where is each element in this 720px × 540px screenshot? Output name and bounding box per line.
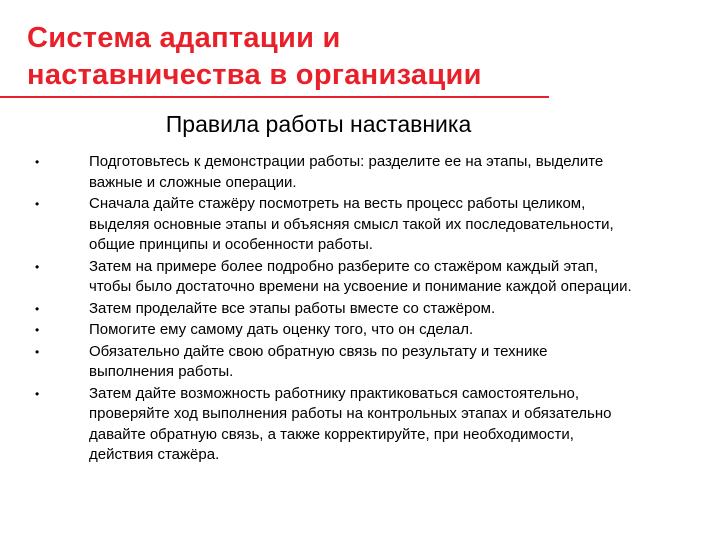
bullet-item — [0, 194, 689, 256]
bullet-text-line: выполнения работы. — [89, 363, 234, 380]
bullet-text-line: давайте обратную связь, а также корректируйте, при необходимости, — [89, 425, 574, 443]
bullet-item — [0, 299, 689, 320]
slide-title-line-1: Система адаптации и — [27, 22, 341, 54]
bullet-text-line: выделяя основные этапы и объясняя смысл такой их последовательности, — [89, 215, 614, 233]
bullet-text-line: Подготовьтесь к демонстрации работы: разделите ее на этапы, выделите — [89, 153, 604, 170]
bullet-item — [0, 257, 689, 298]
bullet-marker: • — [35, 386, 40, 401]
slide-subtitle: Правила работы наставника — [165, 111, 472, 137]
bullet-text-line: Затем на примере более подробно разберите со стажёром каждый этап, — [89, 257, 599, 275]
title-underline — [0, 96, 549, 98]
bullet-marker: • — [35, 323, 40, 337]
bullet-text-line: Затем проделайте все этапы работы вместе со стажёром. — [89, 299, 496, 317]
bullet-text-line: Помогите ему самому дать оценку того, что он сделал. — [89, 321, 474, 338]
bullet-marker: • — [35, 155, 40, 169]
bullet-text-line: важные и сложные операции. — [89, 173, 297, 191]
bullet-item — [0, 152, 689, 193]
bullet-item — [0, 342, 689, 383]
bullet-text-line: чтобы было достаточно времени на усвоение и понимание каждой операции. — [89, 278, 632, 295]
bullet-text-line: проверяйте ход выполнения работы на контрольных этапах и обязательно — [89, 405, 612, 422]
bullet-marker: • — [35, 197, 40, 211]
bullet-list — [0, 152, 720, 467]
bullet-marker: • — [35, 301, 40, 316]
bullet-item — [0, 320, 689, 341]
bullet-marker: • — [35, 259, 40, 274]
slide-title — [27, 20, 587, 94]
bullet-text-line: Сначала дайте стажёру посмотреть на весть процесс работы целиком, — [89, 195, 586, 212]
bullet-item — [0, 384, 689, 466]
bullet-marker: • — [35, 344, 40, 359]
bullet-text-line: Затем дайте возможность работнику практиковаться самостоятельно, — [89, 384, 580, 402]
slide-title-line-2: наставничества в организации — [27, 59, 482, 91]
bullet-text-line: действия стажёра. — [89, 446, 220, 463]
bullet-text-line: общие принципы и особенности работы. — [89, 236, 373, 253]
bullet-text-line: Обязательно дайте свою обратную связь по результату и технике — [89, 342, 548, 360]
